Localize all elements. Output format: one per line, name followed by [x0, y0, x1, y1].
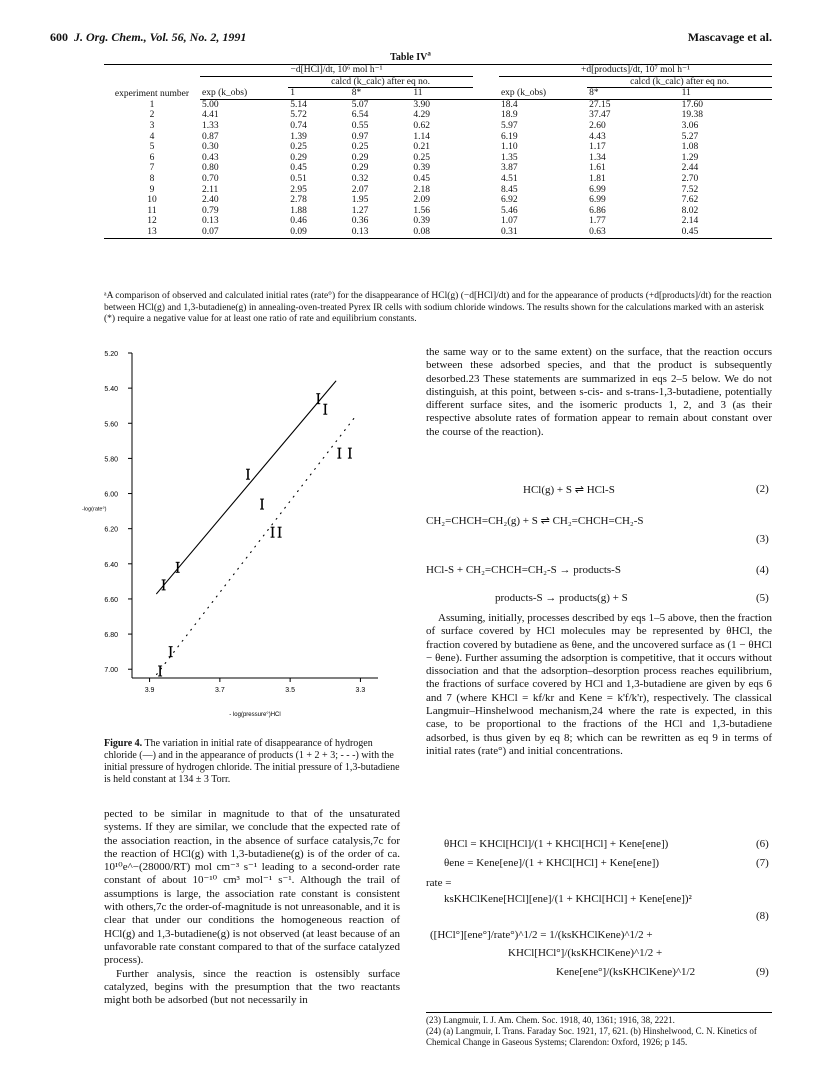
- table-cell: 3.06: [681, 120, 699, 131]
- eq-number: (8): [756, 910, 769, 922]
- equation-9c: Kene[ene°]/(ksKHClKene)^1/2: [556, 966, 696, 978]
- table-cell: 18.9: [500, 110, 518, 121]
- calcd-header-2: calcd (k_calc) after eq no.: [587, 76, 772, 88]
- table-cell: 5.97: [500, 120, 518, 131]
- table-cell: 4.29: [413, 110, 430, 121]
- table-cell: 0.32: [351, 173, 369, 184]
- table-cell: 18.4: [500, 99, 518, 110]
- exp-col-1: exp (k_obs): [200, 88, 288, 100]
- exp-number-cell: 13: [104, 227, 200, 238]
- table-cell: 0.29: [351, 152, 369, 163]
- equation-4: HCl-S + CH₂=CHCH=CH₂-S → products-S: [426, 564, 621, 576]
- group-header-hcl: −d[HCl]/dt, 10⁶ mol h⁻¹: [200, 65, 473, 77]
- eq-number: (2): [756, 483, 769, 495]
- exp-number-cell: 6: [149, 152, 155, 163]
- table-cell: 0.07: [200, 227, 288, 238]
- chart-svg: [80, 345, 400, 740]
- y-tick-label: 5.60: [104, 421, 118, 429]
- table-cell: 0.45: [413, 173, 430, 184]
- exp-number-cell: 12: [147, 216, 157, 227]
- equation-9a: ([HCl°][ene°]/rate°)^1/2 = 1/(ksKHClKene)^1/2 +: [430, 929, 653, 941]
- table-cell: 0.13: [350, 227, 412, 238]
- table-cell: 0.30: [202, 142, 219, 153]
- table-cell: 6.19: [500, 131, 518, 142]
- x-tick-label: 3.3: [355, 687, 366, 694]
- table-cell: 2.78: [290, 195, 307, 206]
- table-cell: 2.60: [589, 120, 606, 131]
- table-cell: 1.77: [589, 216, 606, 227]
- table-cell: 37.47: [589, 110, 611, 121]
- table-row: [104, 110, 772, 121]
- table-cell: 1.27: [351, 205, 369, 216]
- table-cell: 1.39: [290, 131, 307, 142]
- table-cell: 2.40: [202, 195, 219, 206]
- table-cell: 1.95: [351, 195, 369, 206]
- table-cell: 0.74: [290, 120, 307, 131]
- group-header-products: +d[products]/dt, 10⁷ mol h⁻¹: [499, 65, 772, 77]
- table-row: [104, 206, 772, 217]
- exp-number-cell: 9: [149, 184, 155, 195]
- table-cell: 4.41: [202, 110, 219, 121]
- table-cell: 0.46: [290, 216, 307, 227]
- equation-5: products-S → products(g) + S: [495, 592, 628, 604]
- table-row: [104, 174, 772, 185]
- table-row: [104, 99, 772, 110]
- left-column: [104, 808, 400, 1007]
- table-cell: 0.62: [413, 120, 430, 131]
- table-cell: 5.00: [202, 99, 219, 110]
- equation-8-lhs: rate =: [426, 877, 452, 889]
- table-cell: 17.60: [681, 99, 703, 110]
- eq-number: (7): [756, 857, 769, 869]
- fit-line-hcl: [157, 381, 336, 594]
- equation-9b: KHCl[HCl°]/(ksKHClKene)^1/2 +: [508, 947, 663, 959]
- table-row: [104, 216, 772, 227]
- table-cell: 2.07: [351, 184, 369, 195]
- table-cell: 2.18: [413, 184, 430, 195]
- fit-line-products: [157, 414, 357, 674]
- x-axis-label: - log(pressure°)HCl: [229, 712, 281, 718]
- equation-7: θene = Kene[ene]/(1 + KHCl[HCl] + Kene[ene]): [444, 857, 660, 869]
- footnote-23: (23) Langmuir, I. J. Am. Chem. Soc. 1918, 40, 1361; 1916, 38, 2221.: [426, 1015, 675, 1025]
- table-cell: 1.35: [500, 152, 518, 163]
- exp-number-cell: 8: [149, 173, 155, 184]
- table-cell: 0.70: [202, 173, 219, 184]
- table-cell: 2.11: [202, 184, 219, 195]
- y-tick-label: 5.40: [104, 386, 118, 394]
- paragraph: pected to be similar in magnitude to that of the unsaturated systems. If they are similar, we conclude that the expected rate of the association reaction, in the absence of surface catalysis,7c for the reaction of HCl(g) with 1,3-butadiene(g) is of the order of ca. 10¹⁰e^−(28000/RT) mol cm⁻³ s⁻¹ leading to a second-order rate constant of about 10⁻¹⁰ cm³ mol⁻¹ s⁻¹. Although the trail of assumptions is large, the association rate constant is consistent with others,7c the order-of-magnitude is not unreasonable, and it is clear that under our conditions the homogeneous reaction of HCl(g) and 1,3-butadiene(g) is not observed (at least because of an unfavorable rate constant compared to that of the surface catalyzed process).: [104, 808, 400, 967]
- table-cell: 1.33: [202, 120, 219, 131]
- table-cell: 1.61: [589, 163, 606, 174]
- table-footnote: ᵃA comparison of observed and calculated initial rates (rate°) for the disappearance of HCl(g) (−d[HCl]/dt) and for the appearance of products (+d[products]/dt) for the reaction between HCl(g) and 1,3-butadiene(g) in annealing-oven-treated Pyrex IR cells with sodium chloride windows. The results shown for the calculations marked with an asterisk (*) require a negative value for at least one ratio of rate and equilibrium constants.: [104, 291, 772, 324]
- exp-number-cell: 11: [147, 205, 157, 216]
- table-cell: 2.14: [681, 216, 699, 227]
- table-cell: 8.45: [500, 184, 518, 195]
- table-row: [104, 121, 772, 132]
- y-tick-label: 6.40: [104, 561, 118, 569]
- table-cell: 4.43: [589, 131, 606, 142]
- exp-number-cell: 5: [149, 142, 155, 153]
- table-cell: 6.99: [589, 195, 606, 206]
- x-tick-label: 3.7: [214, 687, 225, 694]
- table-cell: 3.87: [500, 163, 518, 174]
- table-cell: 0.09: [288, 227, 350, 238]
- table-cell: 0.36: [351, 216, 369, 227]
- table-cell: 6.92: [500, 195, 518, 206]
- table-cell: 0.29: [351, 163, 369, 174]
- y-tick-label: 7.00: [104, 667, 118, 675]
- table-cell: 8.02: [681, 205, 699, 216]
- exp-number-cell: 10: [147, 195, 157, 206]
- equation-3: CH₂=CHCH=CH₂(g) + S ⇌ CH₂=CHCH=CH₂-S: [426, 515, 644, 527]
- eq-number: (5): [756, 592, 769, 604]
- table-cell: 0.45: [290, 163, 307, 174]
- table-cell: 0.39: [413, 163, 430, 174]
- table-cell: 1.17: [589, 142, 606, 153]
- table-cell: 27.15: [589, 99, 611, 110]
- table-cell: 0.87: [202, 131, 219, 142]
- table-cell: 1.14: [413, 131, 430, 142]
- equation-8: ksKHClKene[HCl][ene]/(1 + KHCl[HCl] + Kene[ene])²: [444, 893, 692, 905]
- y-tick-label: 6.20: [104, 526, 118, 534]
- y-tick-label: 6.80: [104, 632, 118, 640]
- table-row: [104, 185, 772, 196]
- exp-col-2: exp (k_obs): [499, 88, 587, 100]
- sub-col: 8*: [587, 88, 679, 100]
- exp-number-cell: 1: [149, 99, 155, 110]
- table-row: [104, 153, 772, 164]
- table-cell: 6.86: [589, 205, 606, 216]
- table-cell: 0.51: [290, 173, 307, 184]
- exp-number-cell: 4: [149, 131, 155, 142]
- table-cell: 0.25: [351, 142, 369, 153]
- table-cell: 7.62: [681, 195, 699, 206]
- y-tick-label: 5.80: [104, 456, 118, 464]
- table-cell: 0.80: [202, 163, 219, 174]
- table-cell: 4.51: [500, 173, 518, 184]
- table-cell: 19.38: [681, 110, 703, 121]
- table-cell: 1.81: [589, 173, 606, 184]
- paragraph: Further analysis, since the reaction is ostensibly surface catalyzed, begins with the presumption that the two reactants might both be adsorbed (but not necessarily in: [104, 967, 400, 1007]
- journal-ref: J. Org. Chem., Vol. 56, No. 2, 1991: [74, 30, 247, 44]
- table-row: [104, 227, 772, 238]
- eq-number: (6): [756, 838, 769, 850]
- table-cell: 1.56: [413, 205, 430, 216]
- table-row: [104, 195, 772, 206]
- paragraph: Assuming, initially, processes described by eqs 1–5 above, then the fraction of surface covered by HCl molecules may be represented by θHCl, the fraction covered by butadiene as θene, and the uncovered surface as (1 − θHCl − θene). Further assuming the adsorption is competitive, that it occurs without dissociation and that the adsorption–desorption process reaches equilibrium, the fractions of surface covered by HCl and 1,3-butadiene are given by eqs 6 and 7 (where KHCl = kf/kr and Kene = k'f/k'r), respectively. The classical Langmuir–Hinshelwood mechanism,24 where the rate is expected, in this case, to be proportional to the fractions of the HCl and 1,3-butadiene adsorbed, is thus given by eq 8; which can be rewritten as eq 9 in terms of initial rates (rate°) and initial concentrations.: [426, 612, 772, 757]
- table-cell: 2.70: [681, 173, 699, 184]
- y-tick-label: 6.60: [104, 596, 118, 604]
- paragraph: the same way or to the same extent) on the surface, that the reaction occurs between these adsorbed species, and that the product is subsequently desorbed.23 These statements are summarized in eqs 2–5 below. We do not distinguish, at this point, between s-cis- and s-trans-1,3-butadiene, potentially different surface sites, and the isomeric products 1, 2, and 3 (as their respective absolute rates of formation appear to remain about constant over the course of the reaction).: [426, 346, 772, 438]
- calcd-header-1: calcd (k_calc) after eq no.: [288, 76, 473, 88]
- table-row: [104, 142, 772, 153]
- table-cell: 5.72: [290, 110, 307, 121]
- table-cell: 7.52: [681, 184, 699, 195]
- table-cell: 2.09: [413, 195, 430, 206]
- table-cell: 5.46: [500, 205, 518, 216]
- table-cell: 0.43: [202, 152, 219, 163]
- y-tick-label: 5.20: [104, 351, 118, 358]
- data-table: [104, 64, 772, 239]
- sub-col: 8*: [350, 88, 412, 100]
- table-cell: 0.29: [290, 152, 307, 163]
- table-cell: 5.14: [290, 99, 307, 110]
- table-cell: 0.21: [413, 142, 430, 153]
- eq-number: (3): [756, 533, 769, 545]
- exp-number-cell: 3: [149, 120, 155, 131]
- exp-number-cell: 7: [149, 163, 155, 174]
- table-cell: 0.39: [413, 216, 430, 227]
- eq-number: (4): [756, 564, 769, 576]
- table-cell: 0.97: [351, 131, 369, 142]
- table-cell: 1.88: [290, 205, 307, 216]
- eq-number: (9): [756, 966, 769, 978]
- table-cell: 1.29: [681, 152, 699, 163]
- footnote-24: (24) (a) Langmuir, I. Trans. Faraday Soc. 1921, 17, 621. (b) Hinshelwood, C. N. Kinetics of Chemical Change in Gaseous Systems; Clarendon: Oxford, 1926; p 145.: [426, 1026, 757, 1047]
- table-cell: 2.95: [290, 184, 307, 195]
- table-cell: 1.08: [681, 142, 699, 153]
- footnotes: [426, 1012, 772, 1048]
- table-cell: 1.07: [500, 216, 518, 227]
- right-column-top: [426, 346, 772, 439]
- table-cell: 1.34: [589, 152, 606, 163]
- sub-col: 1: [288, 88, 350, 100]
- sub-col: 11: [411, 88, 473, 100]
- table-cell: 0.45: [680, 227, 772, 238]
- table-cell: 1.10: [500, 142, 518, 153]
- table-cell: 0.79: [202, 205, 219, 216]
- x-tick-label: 3.9: [144, 687, 155, 694]
- table-cell: 6.54: [351, 110, 369, 121]
- table-cell: 5.27: [681, 131, 699, 142]
- x-tick-label: 3.5: [285, 687, 296, 694]
- y-tick-label: 6.00: [104, 491, 118, 499]
- table-cell: 0.13: [202, 216, 219, 227]
- table-cell: 0.31: [499, 227, 587, 238]
- table-cell: 0.08: [411, 227, 473, 238]
- table-cell: 0.25: [413, 152, 430, 163]
- figure-caption: Figure 4. The variation in initial rate of disappearance of hydrogen chloride (—) and in the appearance of products (1 + 2 + 3; - - -) with the initial pressure of hydrogen chloride. The initial pressure of 1,3-butadiene is held constant at 134 ± 3 Torr.: [104, 738, 400, 785]
- table-title: Table $IV^a$: [390, 49, 431, 63]
- table-cell: 6.99: [589, 184, 606, 195]
- table-cell: 3.90: [413, 99, 430, 110]
- table-cell: 2.44: [681, 163, 699, 174]
- equation-6: θHCl = KHCl[HCl]/(1 + KHCl[HCl] + Kene[ene]): [444, 838, 669, 850]
- y-axis-label: -log(rate°): [82, 506, 107, 513]
- table-cell: 5.07: [351, 99, 369, 110]
- table-row: [104, 132, 772, 143]
- exp-number-cell: 2: [149, 110, 155, 121]
- table-cell: 0.25: [290, 142, 307, 153]
- right-column-mid: [426, 612, 772, 758]
- table-cell: 0.55: [351, 120, 369, 131]
- equation-2: HCl(g) + S ⇌ HCl-S: [523, 484, 615, 496]
- table-cell: 0.63: [587, 227, 679, 238]
- exp-header: experiment number: [114, 88, 190, 99]
- table-row: [104, 163, 772, 174]
- authors: Mascavage et al.: [687, 30, 772, 44]
- figure-4: [80, 345, 400, 740]
- page-number: 600: [50, 30, 68, 44]
- sub-col: 11: [680, 88, 772, 100]
